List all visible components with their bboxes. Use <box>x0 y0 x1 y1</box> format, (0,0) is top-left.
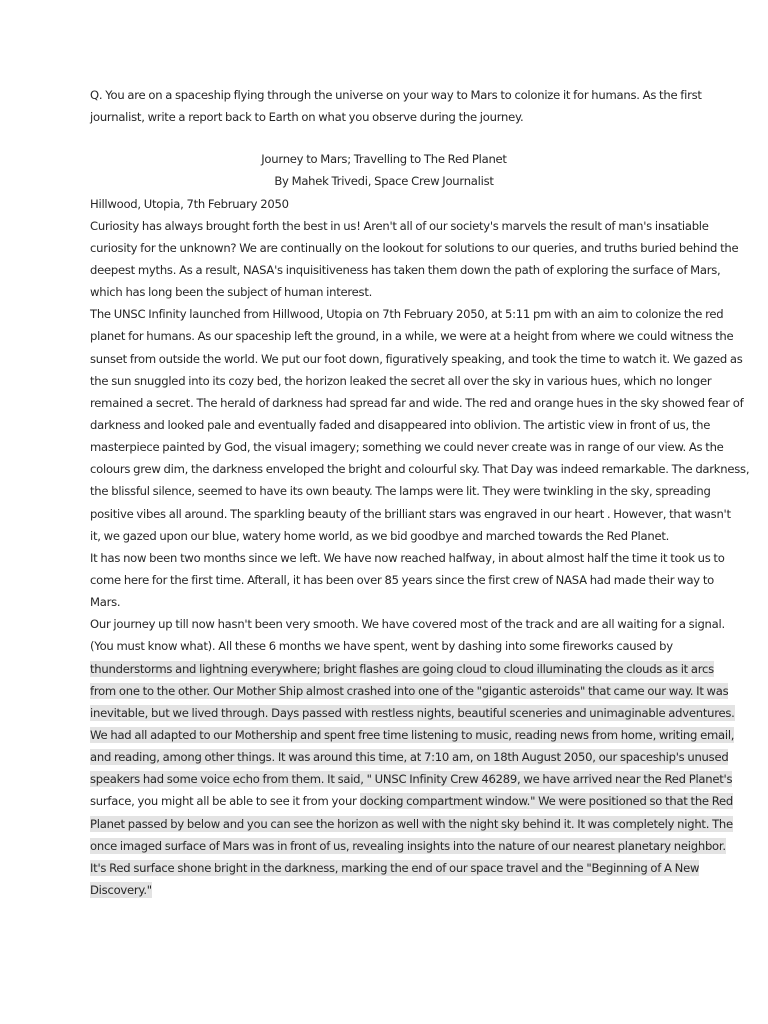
highlighted-text: from one to the other. Our Mother Ship almost crashed into one of the "gigantic asteroids" that came our way. It was <box>90 683 729 698</box>
body-line <box>90 835 726 857</box>
body-text: Curiosity has always brought forth the best in us! Aren't all of our society's marvels the result of man's insatiable <box>90 218 709 233</box>
body-text: Mars. <box>90 595 121 610</box>
body-text: The UNSC Infinity launched from Hillwood, Utopia on 7th February 2050, at 5:11 pm with an aim to colonize the red <box>90 307 724 322</box>
body-text: the blissful silence, seemed to have its own beauty. The lamps were lit. They were twinkling in the sky, spreading <box>90 484 711 499</box>
body-line <box>90 724 735 746</box>
body-line <box>90 348 743 370</box>
body-line <box>90 281 678 303</box>
body-line <box>90 414 711 436</box>
highlighted-text: Planet passed by below and you can see the horizon as well with the night sky behind it. It was completely night. The <box>90 816 733 831</box>
body-text: curiosity for the unknown? We are continually on the lookout for solutions to our queries, and truths buried behind the <box>90 240 739 255</box>
body-line <box>90 813 733 835</box>
body-line <box>90 370 712 392</box>
highlighted-text: docking compartment window." We were positioned so that the Red <box>359 794 734 809</box>
body-text: colours grew dim, the darkness enveloped the bright and colourful sky. That Day was indeed remarkable. The darkness, <box>90 462 750 477</box>
report-title: Journey to Mars; Travelling to The Red Planet <box>261 152 507 167</box>
body-line <box>90 480 711 502</box>
body-text: positive vibes all around. The sparkling beauty of the brilliant stars was engraved in our heart . However, that wasn't <box>90 506 731 521</box>
body-text: deepest myths. As a result, NASA's inquisitiveness has taken them down the path of exploring the surface of Mars, <box>90 262 721 277</box>
highlighted-text: Discovery." <box>90 882 152 897</box>
body-line <box>90 503 731 525</box>
body-line <box>90 525 678 547</box>
body-line <box>90 857 700 879</box>
body-line <box>90 768 733 790</box>
body-text: It has now been two months since we left. We have now reached halfway, in about almost half the time it took us to <box>90 550 725 565</box>
body-line <box>90 436 724 458</box>
body-line <box>90 547 725 569</box>
body-line <box>90 569 714 591</box>
question-line-2: journalist, write a report back to Earth on what you observe during the journey. <box>90 110 524 125</box>
body-line <box>90 237 739 259</box>
body-text: surface, you might all be able to see it from your <box>90 794 360 809</box>
report-body <box>90 215 750 901</box>
body-text: Our journey up till now hasn't been very smooth. We have covered most of the track and are all waiting for a signal. <box>90 617 725 632</box>
highlighted-text: once imaged surface of Mars was in front of us, revealing insights into the nature of our nearest planetary neighbor. <box>90 838 726 853</box>
highlighted-text: We had all adapted to our Mothership and spent free time listening to music, reading news from home, writing email, <box>90 727 735 742</box>
body-line <box>90 790 734 812</box>
body-text: it, we gazed upon our blue, watery home world, as we bid goodbye and marched towards the Red Planet. <box>90 528 670 543</box>
body-text: darkness and looked pale and eventually faded and disappeared into oblivion. The artistic view in front of us, the <box>90 417 711 432</box>
body-line <box>90 591 678 613</box>
question-line-1: Q. You are on a spaceship flying through the universe on your way to Mars to colonize it for humans. As the first <box>90 88 702 102</box>
body-line <box>90 392 744 414</box>
body-line <box>90 259 721 281</box>
body-text: (You must know what). All these 6 months we have spent, went by dashing into some fireworks caused by <box>90 639 673 654</box>
body-text: the sun snuggled into its cozy bed, the horizon leaked the secret all over the sky in various hues, which no longer <box>90 373 712 388</box>
body-text: planet for humans. As our spaceship left the ground, in a while, we were at a height from where we could witness the <box>90 329 734 344</box>
body-line <box>90 658 714 680</box>
body-line <box>90 215 709 237</box>
highlighted-text: and reading, among other things. It was around this time, at 7:10 am, on 18th August 2050, our spaceship's unused <box>90 750 729 765</box>
body-line <box>90 879 678 901</box>
body-line <box>90 613 725 635</box>
body-text: masterpiece painted by God, the visual imagery; something we could never create was in range of our view. As the <box>90 440 724 455</box>
highlighted-text: inevitable, but we lived through. Days passed with restless nights, beautiful sceneries and unimaginable adventures. <box>90 705 735 720</box>
body-line <box>90 702 735 724</box>
body-line <box>90 746 729 768</box>
body-line <box>90 458 750 480</box>
body-line <box>90 635 678 657</box>
body-line <box>90 680 729 702</box>
body-line <box>90 325 734 347</box>
report-byline: By Mahek Trivedi, Space Crew Journalist <box>274 174 494 189</box>
body-text: which has long been the subject of human interest. <box>90 285 373 300</box>
highlighted-text: thunderstorms and lightning everywhere; bright flashes are going cloud to cloud illuminating the clouds as it arcs <box>90 661 714 676</box>
body-text: remained a secret. The herald of darkness had spread far and wide. The red and orange hues in the sky showed fear of <box>90 395 744 410</box>
body-line <box>90 303 724 325</box>
body-text: sunset from outside the world. We put our foot down, figuratively speaking, and took the time to watch it. We gazed as <box>90 351 743 366</box>
report-dateline: Hillwood, Utopia, 7th February 2050 <box>90 196 289 211</box>
highlighted-text: It's Red surface shone bright in the darkness, marking the end of our space travel and the "Beginning of A New <box>90 860 700 875</box>
body-text: come here for the first time. Afterall, it has been over 85 years since the first crew of NASA had made their way to <box>90 572 714 587</box>
highlighted-text: speakers had some voice echo from them. It said, " UNSC Infinity Crew 46289, we have arrived near the Red Planet's <box>90 772 733 787</box>
